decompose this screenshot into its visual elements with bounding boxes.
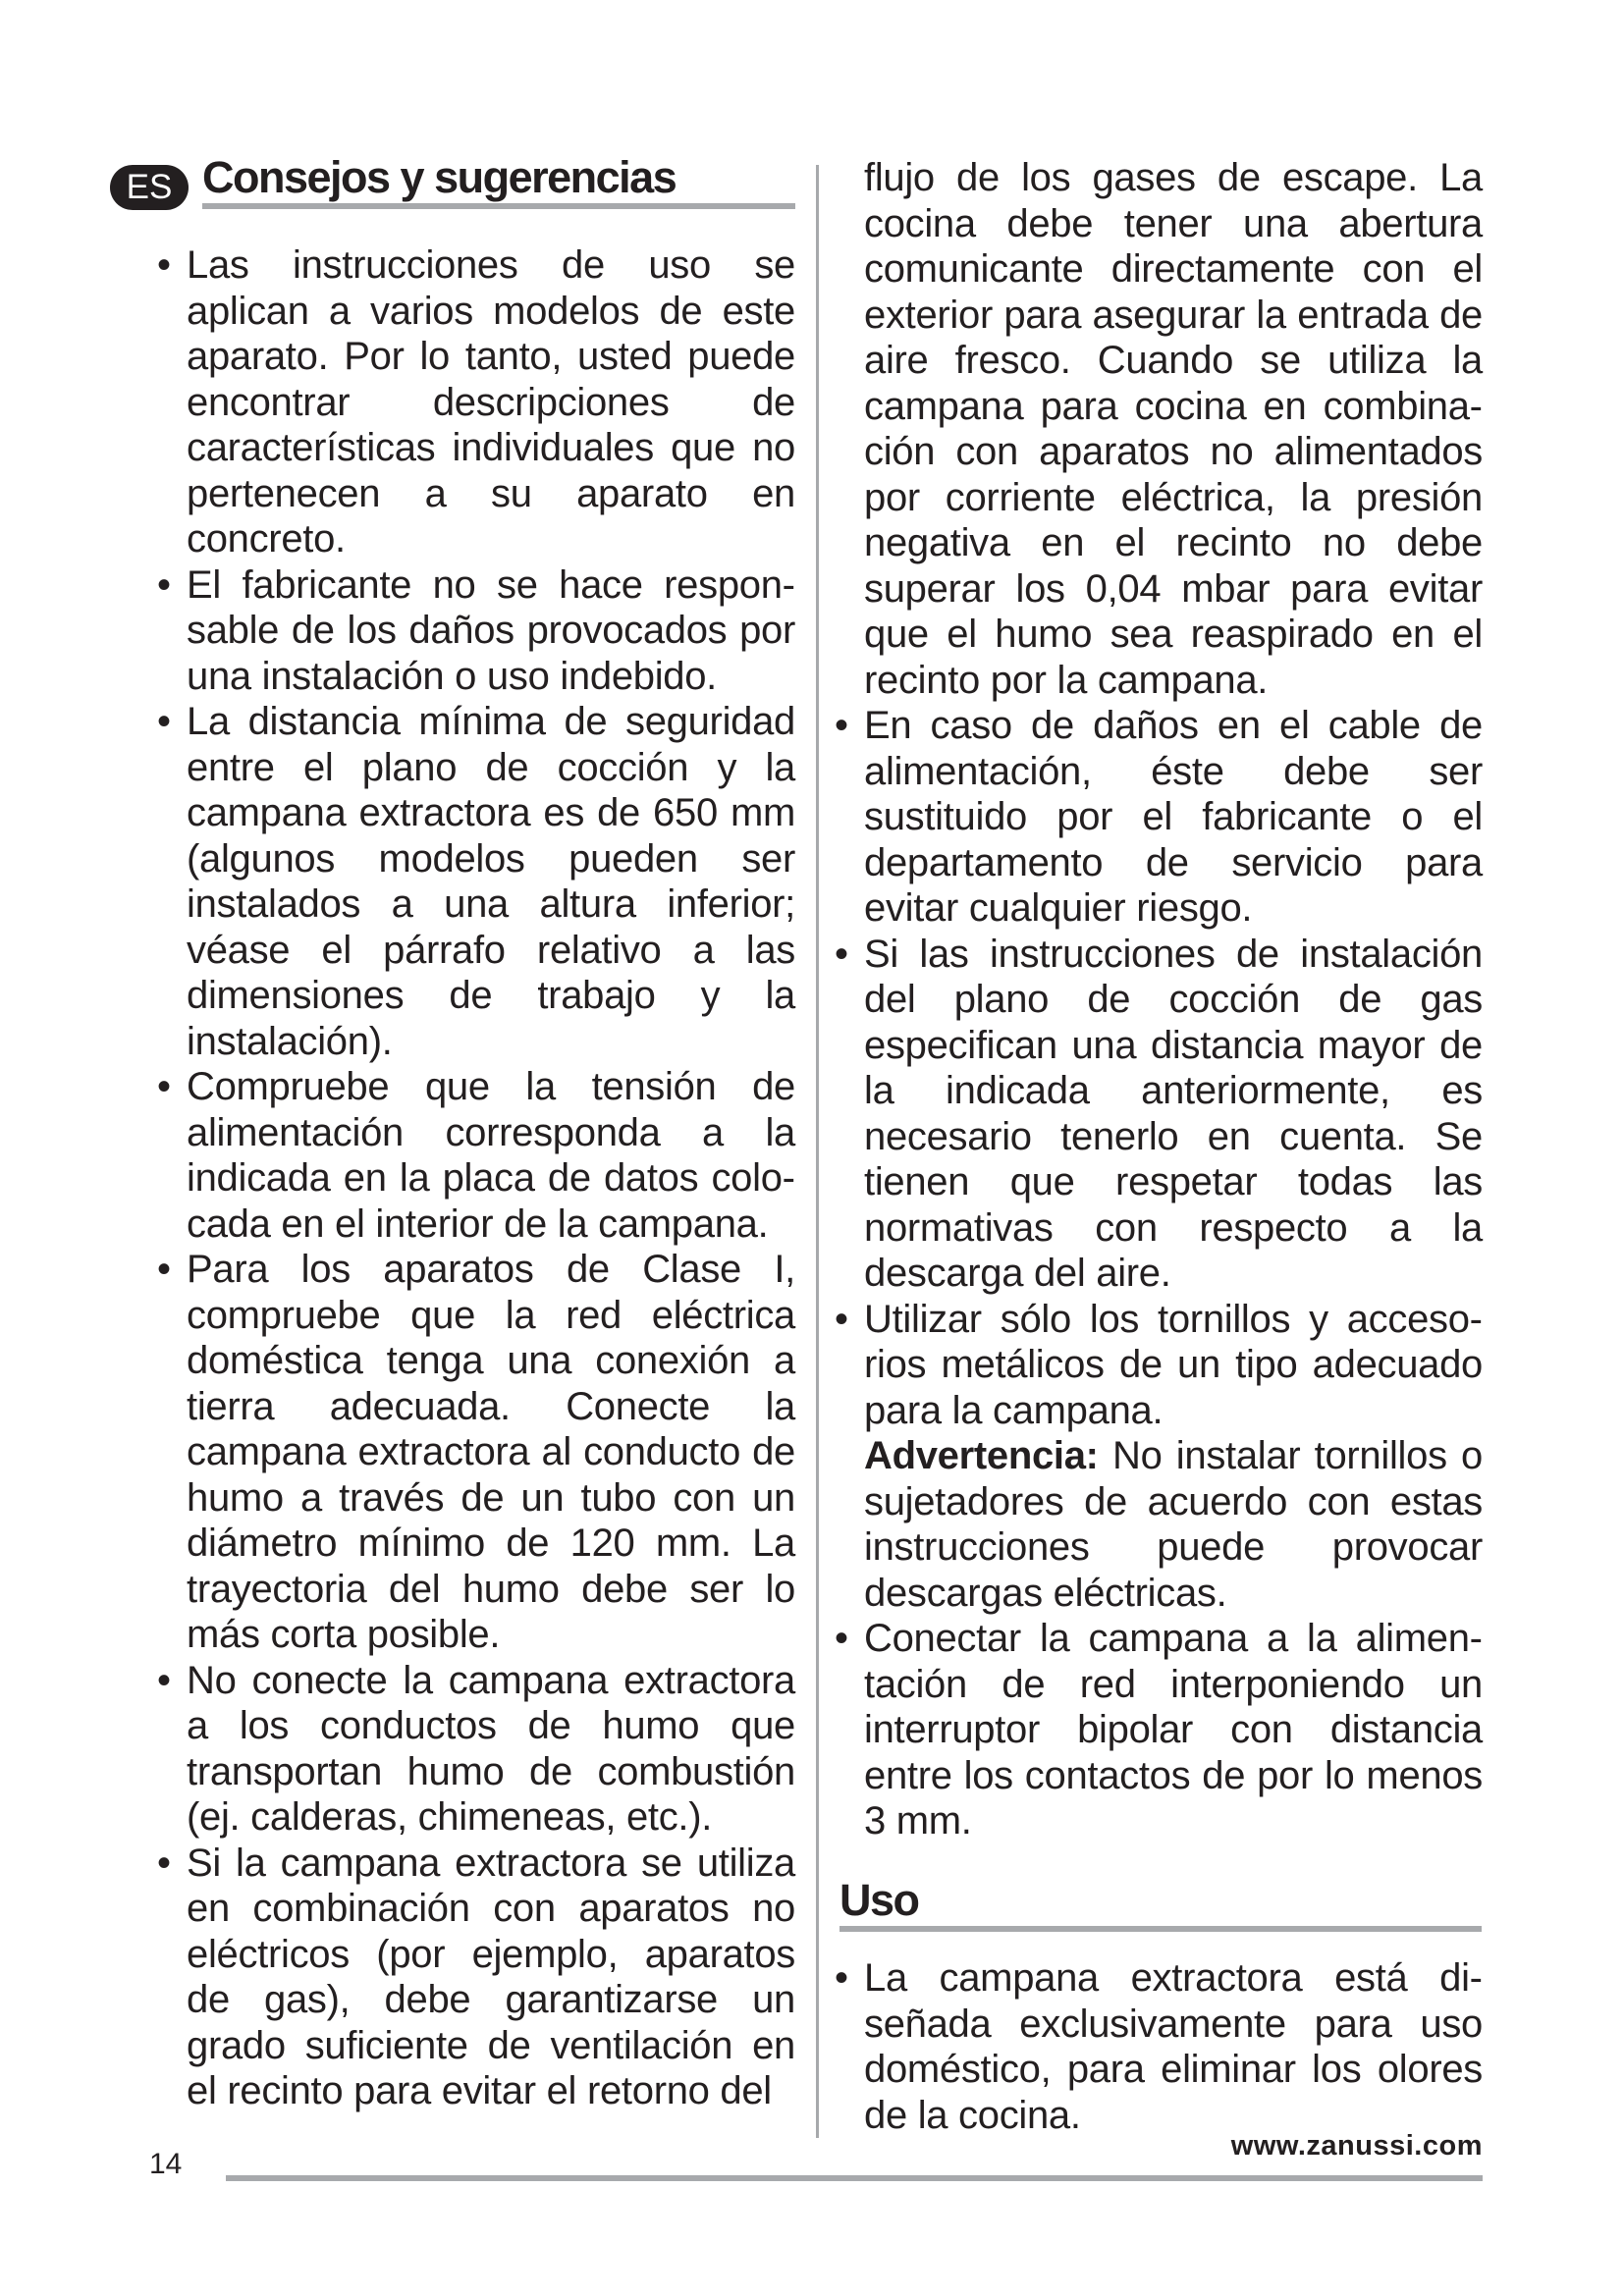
list-item-continuation: flujo de los gases de escape. La cocina debe tener una abertura comunicante directamente con el exterior para asegurar la entrada de aire fresco. Cuando se utiliza la campana para cocina en combinación con aparatos no alimentados por corriente eléctrica, la presión negativa en el recinto no debe superar los 0,04 mbar para evitar que el humo sea reaspirado en el recinto por la campana. (864, 156, 1483, 702)
warning-label: Advertencia: (864, 1434, 1099, 1477)
list-item: • Compruebe que la tensión de alimentación corresponda a la indicada en la placa de datos colocada en el interior de la campana. (157, 1064, 795, 1247)
list-item: • Conectar la campana a la alimentación de red interponiendo un interruptor bipolar con distancia entre los contactos de por lo menos 3 mm. (835, 1616, 1483, 1844)
section-title: Consejos y sugerencias (202, 152, 677, 202)
website-link[interactable]: www.zanussi.com (1230, 2130, 1483, 2162)
uso-rule (839, 1926, 1482, 1932)
uso-title: Uso (839, 1875, 919, 1925)
list-item: • La distancia mínima de seguridad entre el plano de cocción y la campana extractora es de 650 mm (algunos modelos pueden ser instalados a una altura inferior; véase el párrafo relativo a las dimensiones de trabajo y la instalación). (157, 699, 795, 1064)
title-rule (202, 203, 795, 209)
list-item: • No conecte la campana extractora a los conductos de humo que transportan humo de combustión (ej. calderas, chimeneas, etc.). (157, 1658, 795, 1841)
list-item: • En caso de daños en el cable de alimentación, éste debe ser sustituido por el fabricante o el departamento de servicio para evitar cualquier riesgo. (835, 703, 1483, 932)
left-column (157, 242, 795, 2114)
language-badge: ES (110, 165, 189, 210)
right-column (835, 155, 1483, 1844)
list-item: • Para los aparatos de Clase I, compruebe que la red eléctrica doméstica tenga una conexión a tierra adecuada. Conecte la campana extractora al conducto de humo a través de un tubo con un diámetro mínimo de 120 mm. La trayectoria del humo debe ser lo más corta posible. (157, 1247, 795, 1658)
footer-rule (226, 2175, 1483, 2181)
list-item: • Si las instrucciones de instalación del plano de cocción de gas especifican una distancia mayor de la indicada anteriormente, es necesario tenerlo en cuenta. Se tienen que respetar todas las normativas con respecto a la descarga del aire. (835, 932, 1483, 1297)
list-item: • Utilizar sólo los tornillos y accesorios metálicos de un tipo adecuado para la campana. (835, 1297, 1483, 1434)
list-item: • Si la campana extractora se utiliza en combinación con aparatos no eléctricos (por ejemplo, aparatos de gas), debe garantizarse un grado suficiente de ventilación en el recinto para evitar el retorno del (157, 1841, 795, 2114)
list-item: • El fabricante no se hace responsable de los daños provocados por una instalación o uso indebido. (157, 562, 795, 700)
list-item: • Las instrucciones de uso se aplican a varios modelos de este aparato. Por lo tanto, usted puede encontrar descripciones de características individuales que no pertenecen a su aparato en concreto. (157, 242, 795, 562)
warning-note (835, 1433, 1483, 1616)
page-number: 14 (149, 2148, 183, 2180)
warning-text: No instalar tornillos o sujetadores de acuerdo con estas instrucciones puede provocar descargas eléctricas. (864, 1434, 1483, 1615)
column-divider (816, 165, 819, 2138)
list-item: • La campana extractora está diseñada exclusivamente para uso doméstico, para eliminar los olores de la cocina. (835, 1955, 1483, 2138)
uso-list (835, 1955, 1483, 2138)
